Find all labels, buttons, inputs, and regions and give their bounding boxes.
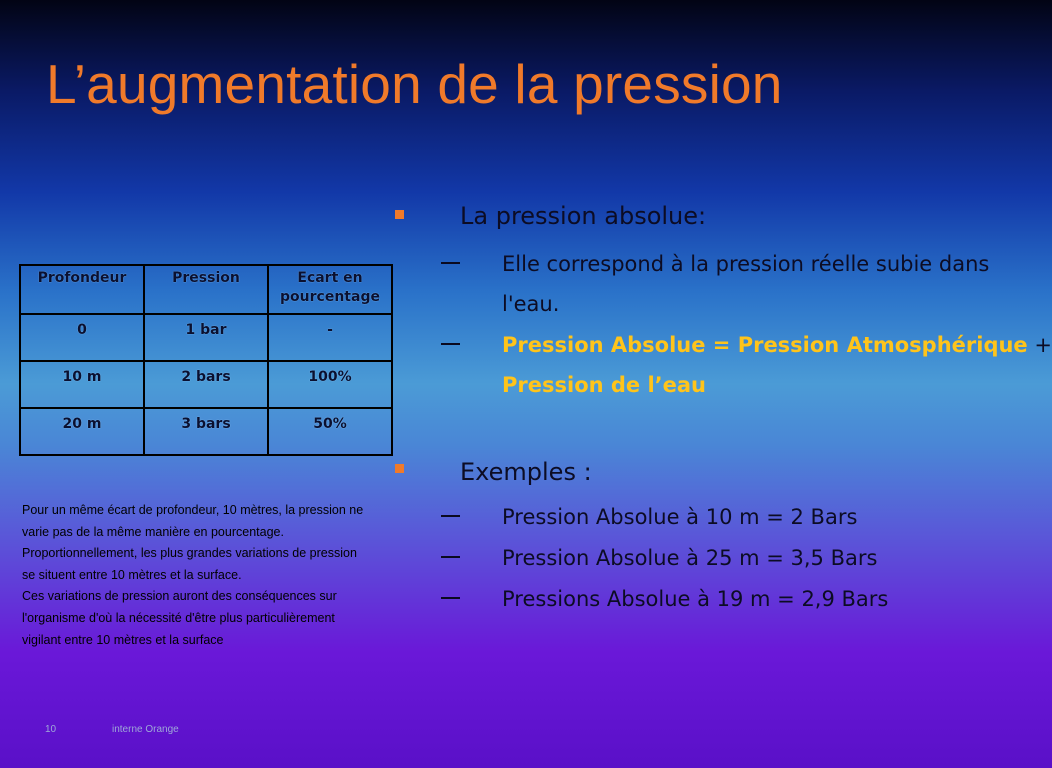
note-line: varie pas de la même manière en pourcentage.: [22, 524, 284, 539]
table-row: [20, 361, 392, 408]
dash-bullet-icon: [441, 343, 460, 345]
section-heading-exemples: Exemples :: [460, 458, 592, 486]
header-ecart: Ecart en pourcentage: [268, 265, 392, 314]
section-heading-pression-absolue: La pression absolue:: [460, 202, 707, 230]
formula-text: Pression Absolue = Pression Atmosphérique: [502, 333, 1028, 357]
page-number: 10: [45, 724, 57, 735]
dash-bullet-icon: [441, 556, 460, 558]
dash-bullet-icon: [441, 597, 460, 599]
note-line: se situent entre 10 mètres et la surface.: [22, 567, 242, 582]
list-item: Pressions Absolue à 19 m = 2,9 Bars: [502, 587, 889, 611]
table-cell: 10 m: [20, 361, 144, 408]
table-cell: 100%: [268, 361, 392, 408]
table-cell: -: [268, 314, 392, 361]
pressure-table: [19, 264, 393, 456]
table-cell: 50%: [268, 408, 392, 455]
note-line: Pour un même écart de profondeur, 10 mètres, la pression ne: [22, 503, 364, 517]
formula-plus: +: [1027, 333, 1052, 357]
square-bullet-icon: [395, 464, 404, 473]
dash-bullet-icon: [441, 262, 460, 264]
list-item: Elle correspond à la pression réelle subie dans: [502, 252, 990, 276]
dash-bullet-icon: [441, 515, 460, 517]
header-profondeur: Profondeur: [20, 265, 144, 314]
footer-label: interne Orange: [112, 724, 179, 735]
table-cell: 2 bars: [144, 361, 268, 408]
note-line: l'organisme d'où la nécessité d'être plus particulièrement: [22, 610, 335, 625]
explanation-note: [22, 500, 402, 651]
note-line: Proportionnellement, les plus grandes variations de pression: [22, 546, 357, 561]
table-header-row: [20, 265, 392, 314]
table-cell: 0: [20, 314, 144, 361]
formula-text-continuation: Pression de l’eau: [502, 373, 707, 397]
pressure-table-container: [19, 264, 393, 456]
note-line: Ces variations de pression auront des conséquences sur: [22, 589, 337, 604]
table-cell: 1 bar: [144, 314, 268, 361]
table-row: [20, 408, 392, 455]
square-bullet-icon: [395, 210, 404, 219]
header-pression: Pression: [144, 265, 268, 314]
note-line: vigilant entre 10 mètres et la surface: [22, 632, 224, 647]
list-item: Pression Absolue à 25 m = 3,5 Bars: [502, 546, 878, 570]
table-cell: 20 m: [20, 408, 144, 455]
table-row: [20, 314, 392, 361]
table-cell: 3 bars: [144, 408, 268, 455]
slide-title: L’augmentation de la pression: [46, 53, 783, 115]
list-item: Pression Absolue à 10 m = 2 Bars: [502, 505, 858, 529]
list-item-continuation: l'eau.: [502, 292, 560, 316]
formula-line: [502, 333, 1052, 357]
